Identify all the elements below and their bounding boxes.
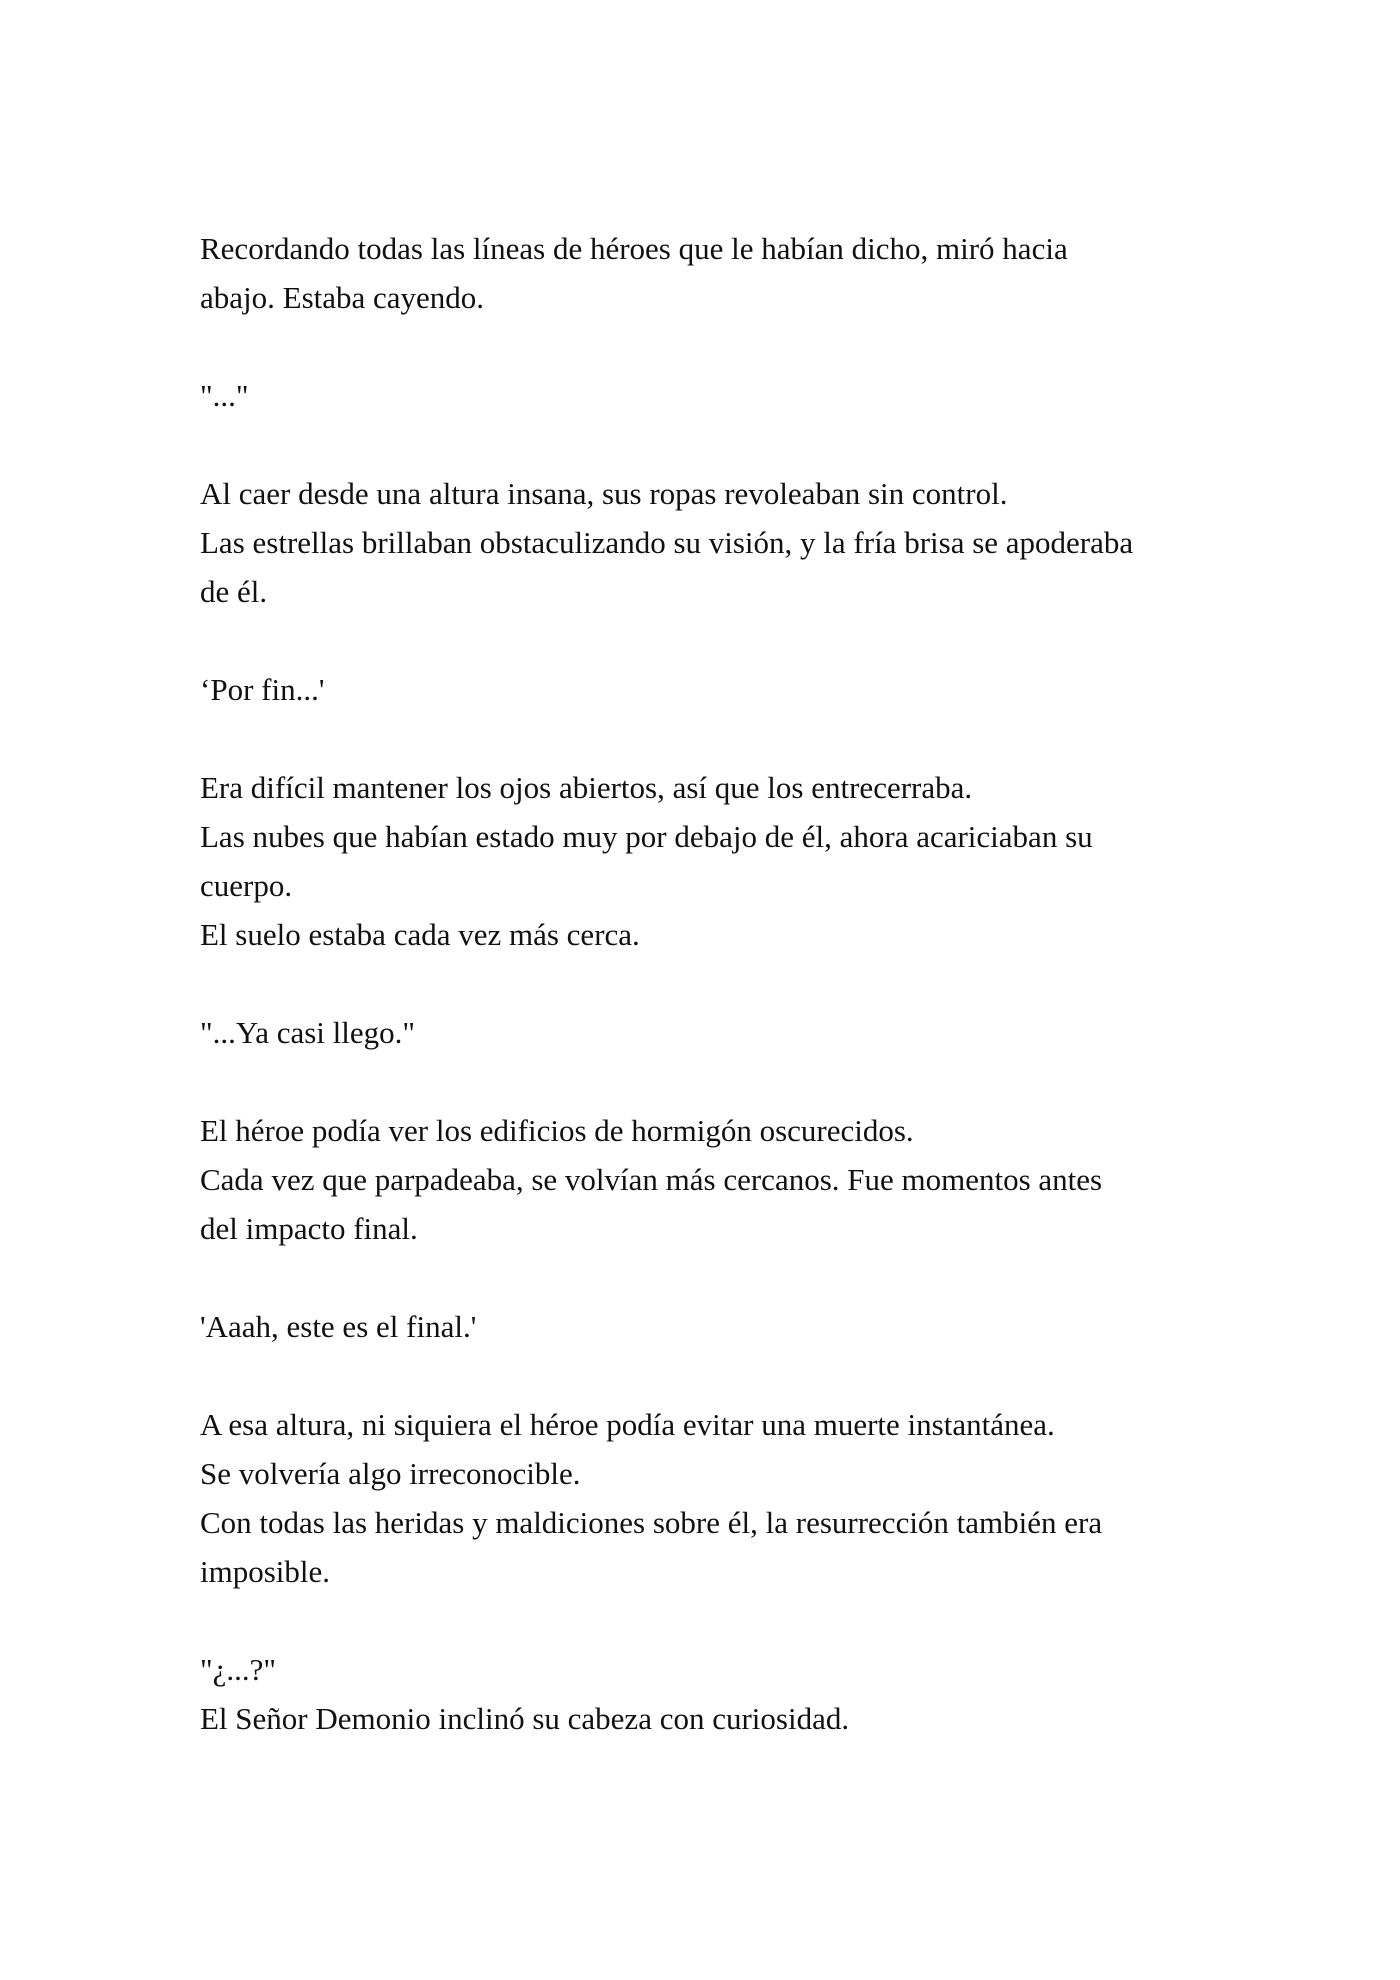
text-line: 'Aaah, este es el final.': [200, 1309, 477, 1344]
text-line: Era difícil mantener los ojos abiertos, así que los entrecerraba.: [200, 770, 973, 805]
text-line: El Señor Demonio inclinó su cabeza con curiosidad.: [200, 1701, 850, 1736]
text-line: Las nubes que habían estado muy por debajo de él, ahora acariciaban su: [200, 819, 1093, 854]
text-line: Se volvería algo irreconocible.: [200, 1456, 581, 1491]
paragraph: [200, 1008, 1230, 1057]
text-line: de él.: [200, 574, 268, 609]
text-line: imposible.: [200, 1554, 331, 1589]
paragraph: [200, 665, 1230, 714]
text-line: El héroe podía ver los edificios de hormigón oscurecidos.: [200, 1113, 914, 1148]
paragraph: [200, 1400, 1230, 1596]
text-line: "...": [200, 378, 249, 413]
text-line: Cada vez que parpadeaba, se volvían más cercanos. Fue momentos antes: [200, 1162, 1103, 1197]
text-line: El suelo estaba cada vez más cerca.: [200, 917, 640, 952]
text-line: Con todas las heridas y maldiciones sobre él, la resurrección también era: [200, 1505, 1103, 1540]
text-line: Al caer desde una altura insana, sus ropas revoleaban sin control.: [200, 476, 1008, 511]
paragraph: [200, 371, 1230, 420]
paragraph: [200, 224, 1230, 322]
text-line: abajo. Estaba cayendo.: [200, 280, 485, 315]
paragraph: [200, 1302, 1230, 1351]
paragraph: [200, 1645, 1230, 1743]
paragraph: [200, 1106, 1230, 1253]
text-line: Recordando todas las líneas de héroes que le habían dicho, miró hacia: [200, 231, 1068, 266]
text-line: A esa altura, ni siquiera el héroe podía evitar una muerte instantánea.: [200, 1407, 1055, 1442]
text-line: del impacto final.: [200, 1211, 418, 1246]
paragraph: [200, 763, 1230, 959]
text-line: "...Ya casi llego.": [200, 1015, 416, 1050]
paragraph: [200, 469, 1230, 616]
text-line: cuerpo.: [200, 868, 293, 903]
document-body: [200, 224, 1230, 1743]
text-line: "¿...?": [200, 1652, 277, 1687]
text-line: Las estrellas brillaban obstaculizando su visión, y la fría brisa se apoderaba: [200, 525, 1134, 560]
text-line: ‘Por fin...': [200, 672, 325, 707]
